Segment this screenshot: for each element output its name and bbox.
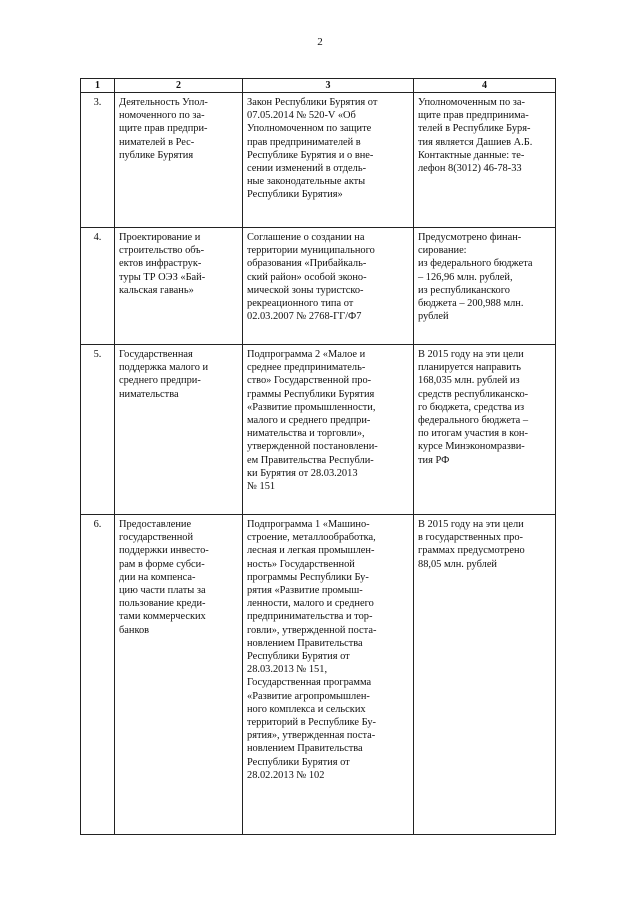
column-header-2: 2 [115, 79, 243, 93]
row-number: 5. [81, 345, 115, 515]
table-row [81, 515, 556, 835]
measure-name: Проектирование и строительство объ- ектов инфраструк- туры ТР ОЭЗ «Бай- кальская гавань» [115, 228, 243, 345]
table-row [81, 345, 556, 515]
column-header-3: 3 [243, 79, 414, 93]
funding-info: В 2015 году на эти цели в государственных про- граммах предусмотрено 88,05 млн. рублей [414, 515, 556, 835]
measure-name: Предоставление государственной поддержки инвесто- рам в форме субси- дии на компенса- цию части платы за пользование креди- тами коммерческих банков [115, 515, 243, 835]
column-header-4: 4 [414, 79, 556, 93]
column-header-1: 1 [81, 79, 115, 93]
legal-basis: Подпрограмма 1 «Машино- строение, металлообработка, лесная и легкая промышлен- ность» Государственной программы Республики Бу- рятия «Развитие промыш- ленности, малого и среднего предпринимательства и тор- говли», утвержденной поста- новлением Правительства Республики Бурятия от 28.03.2013 № 151, Государственная программа «Развитие агропромышлен- ного комплекса и сельских территорий в Республике Бу- рятия», утвержденная поста- новлением Правительства Республики Бурятия от 28.02.2013 № 102 [243, 515, 414, 835]
funding-info: Уполномоченным по за- щите прав предпринима- телей в Республике Буря- тия является Дашиев А.Б. Контактные данные: те- лефон 8(3012) 46-78-33 [414, 93, 556, 228]
measures-table [80, 78, 556, 835]
legal-basis: Соглашение о создании на территории муниципального образования «Прибайкаль- ский район» особой эконо- мической зоны туристско- рекреационного типа от 02.03.2007 № 2768-ГГ/Ф7 [243, 228, 414, 345]
legal-basis: Закон Республики Бурятия от 07.05.2014 № 520-V «Об Уполномоченном по защите прав предпринимателей в Республике Бурятия и о вне- сении изменений в отдель- ные законодательные акты Республики Бурятия» [243, 93, 414, 228]
row-number: 4. [81, 228, 115, 345]
table-row [81, 228, 556, 345]
funding-info: Предусмотрено финан- сирование: из федерального бюджета – 126,96 млн. рублей, из республиканского бюджета – 200,988 млн. рублей [414, 228, 556, 345]
page-number: 2 [317, 36, 323, 48]
funding-info: В 2015 году на эти цели планируется направить 168,035 млн. рублей из средств республиканско- го бюджета, средства из федерального бюджета – по итогам участия в кон- курсе Минэкономразви- тия РФ [414, 345, 556, 515]
table-row [81, 93, 556, 228]
row-number: 6. [81, 515, 115, 835]
row-number: 3. [81, 93, 115, 228]
table-header-row [81, 79, 556, 93]
measure-name: Государственная поддержка малого и среднего предпри- нимательства [115, 345, 243, 515]
measure-name: Деятельность Упол- номоченного по за- щите прав предпри- нимателей в Рес- публике Бурятия [115, 93, 243, 228]
legal-basis: Подпрограмма 2 «Малое и среднее предприниматель- ство» Государственной про- граммы Республики Бурятия «Развитие промышленности, малого и среднего предпри- нимательства и торговли», утвержденной постановлени- ем Правительства Республи- ки Бурятия от 28.03.2013 № 151 [243, 345, 414, 515]
